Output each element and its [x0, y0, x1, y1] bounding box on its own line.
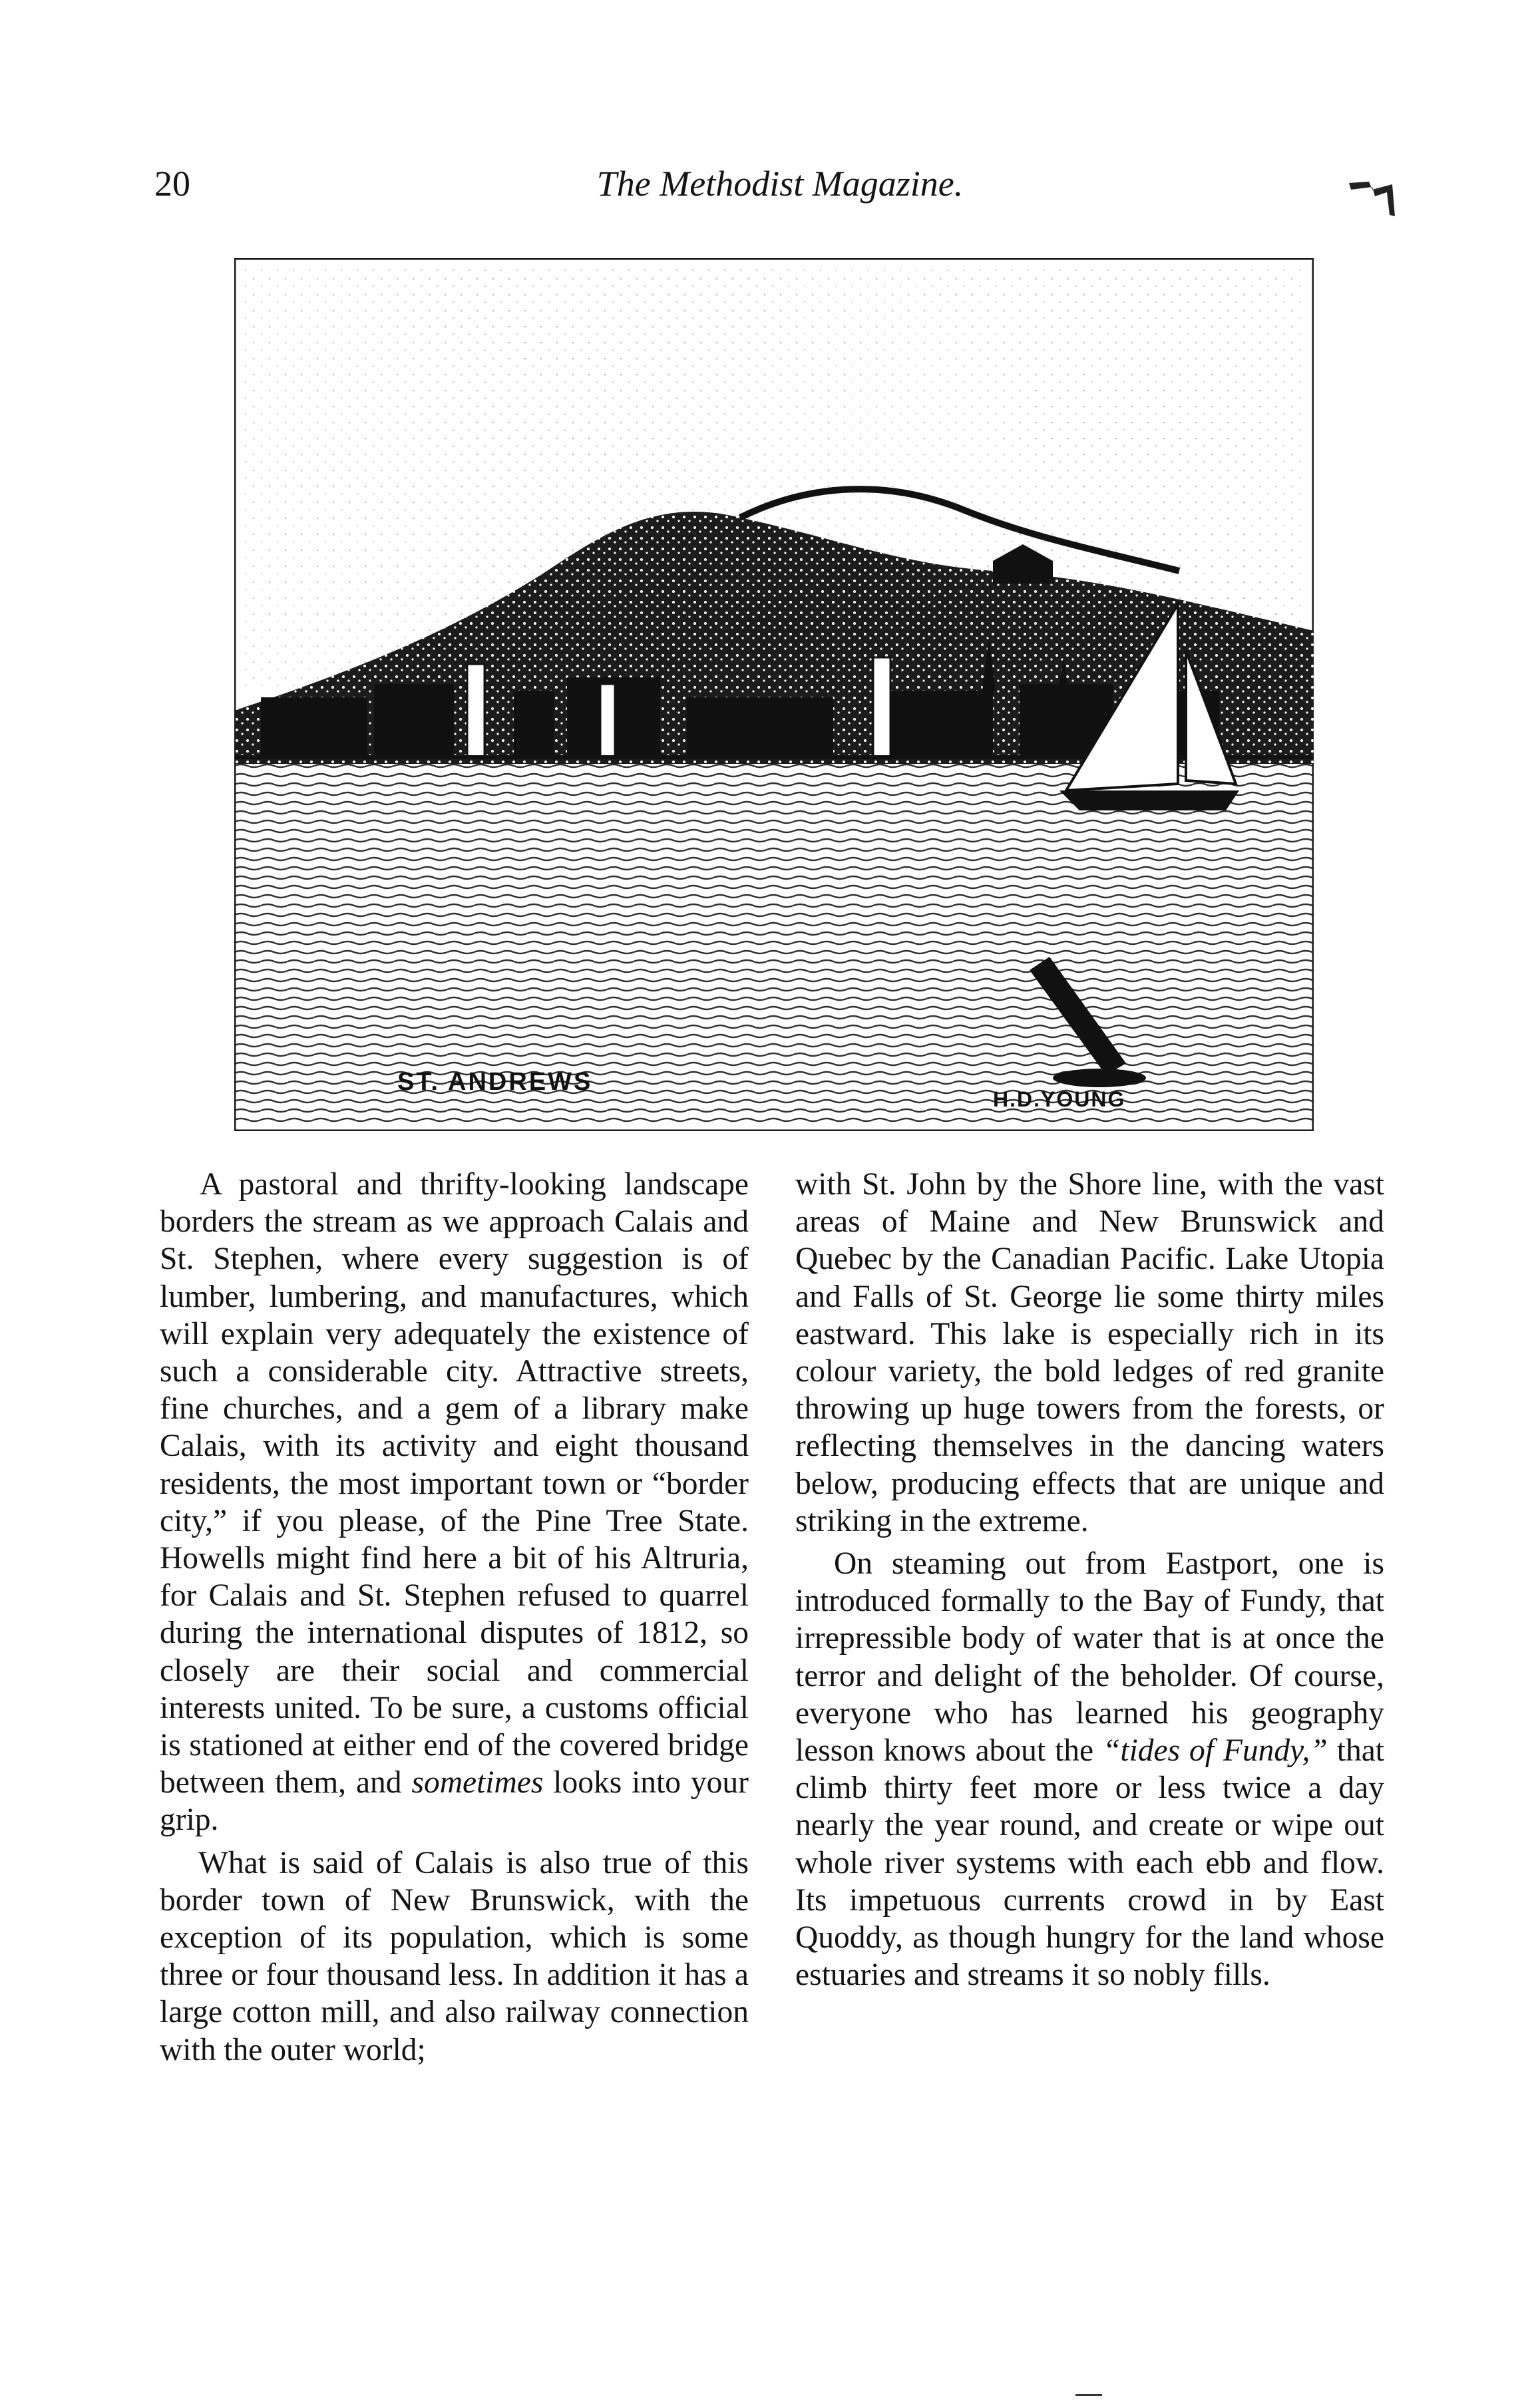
emphasis: sometimes [411, 1765, 544, 1801]
running-title: The Methodist Magazine. [596, 164, 964, 204]
footer-mark [1075, 2394, 1102, 2396]
caption-right: H.D.YOUNG [993, 1087, 1126, 1111]
paragraph-text: On steaming out from Eastport, one is introduced formally to the Bay of Fundy, that irrepressible body of water that is at once the terror and delight of the beholder. Of course, everyone who has learned his geography lesson knows about the [795, 1546, 1384, 1769]
page-header [154, 163, 1406, 216]
caption-left: ST. ANDREWS [397, 1068, 593, 1096]
paragraph-continuation: with St. John by the Shore line, with the vast areas of Maine and New Brunswick and Quebec by the Canadian Pacific. Lake Utopia and Falls of St. George lie some thirty miles eastward. This lake is especially rich in its colour variety, the bold ledges of red granite throwing up huge towers from the forests, or reflecting themselves in the dancing waters below, producing effects that are unique and striking in the extreme. [795, 1167, 1384, 1538]
paragraph-text: A pastoral and thrifty-looking landscape borders the stream as we approach Calais and St. Stephen, where every suggestion is of lumber, lumbering, and manufactures, which will explain very adequately the existence of such a considerable city. Attractive streets, fine churches, and a gem of a library make Calais, with its activity and eight thousand residents, the most important town or “border city,” if you please, of the Pine Tree State. Howells might find here a bit of his Altruria, for Calais and St. Stephen refused to quarrel during the international disputes of 1812, so closely are their social and commercial interests united. To be sure, a customs official is stationed at either end of the covered bridge between them, and [160, 1167, 749, 1801]
st-andrews-illustration [234, 258, 1314, 1131]
left-column [160, 1166, 749, 2074]
paragraph-text: that climb thirty feet more or less twice a day nearly the year round, and create or wipe out whole river systems with each ebb and flow. Its impetuous currents crowd in by East Quoddy, as though hungry for the land whose estuaries and streams it so nobly fills. [795, 1733, 1384, 1993]
paragraph-text: looks into your grip. [160, 1765, 749, 1838]
water [234, 761, 1314, 1123]
right-column [795, 1166, 1384, 1999]
paragraph [160, 1166, 749, 1839]
harbour-engraving [234, 258, 1314, 1131]
corner-mark [1346, 176, 1399, 223]
page-number: 20 [154, 164, 190, 204]
article-body [160, 1166, 1384, 2310]
paragraph: What is said of Calais is also true of this border town of New Brunswick, with the exception of its population, which is some three or four thousand less. In addition it has a large cotton mill, and also railway connection with the outer world; [160, 1845, 749, 2067]
paragraph [795, 1545, 1384, 1993]
emphasis: “tides of Fundy,” [1102, 1733, 1328, 1769]
